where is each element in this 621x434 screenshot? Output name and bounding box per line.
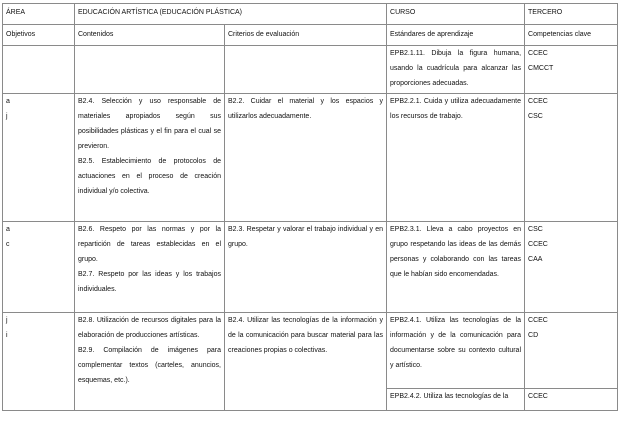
objetivo-code: i	[6, 332, 8, 339]
course-label: CURSO	[387, 4, 525, 25]
contenido-text: B2.9. Compilación de imágenes para complementar textos (carteles, anuncios, esquemas, etc.).	[78, 347, 221, 384]
competencia-code: CCEC	[528, 50, 548, 57]
col-criterios: Criterios de evaluación	[225, 25, 387, 46]
estandar-text: EPB2.2.1. Cuida y utiliza adecuadamente los recursos de trabajo.	[390, 98, 522, 120]
objetivo-code: j	[6, 317, 8, 324]
contenido-text: B2.4. Selección y uso responsable de materiales apropiados según sus posibilidades plásticas y el fin para el cual se previeron.	[78, 98, 221, 150]
contenidos-cell	[75, 94, 225, 222]
estandar-text: EPB2.1.11. Dibuja la figura humana, usando la cuadrícula para alcanzar las proporciones adecuadas.	[390, 50, 522, 87]
curriculum-table	[2, 3, 618, 411]
estandares-cell	[387, 313, 525, 389]
table-row	[3, 94, 618, 222]
competencias-cell	[525, 389, 618, 411]
course-value: TERCERO	[525, 4, 618, 25]
subject-title: EDUCACIÓN ARTÍSTICA (EDUCACIÓN PLÁSTICA)	[75, 4, 387, 25]
competencia-code: CSC	[528, 226, 543, 233]
estandar-text: EPB2.4.2. Utiliza las tecnologías de la	[390, 393, 509, 400]
objetivos-cell	[3, 222, 75, 313]
objetivos-cell	[3, 46, 75, 94]
criterios-cell	[225, 94, 387, 222]
column-header-row	[3, 25, 618, 46]
competencia-code: CCEC	[528, 241, 548, 248]
objetivos-cell	[3, 94, 75, 222]
table-row	[3, 46, 618, 94]
criterio-text: B2.4. Utilizar las tecnologías de la información y de la comunicación para buscar material para las creaciones propias o colectivas.	[228, 317, 384, 354]
col-competencias: Competencias clave	[525, 25, 618, 46]
competencia-code: CAA	[528, 256, 543, 263]
criterio-text: B2.3. Respetar y valorar el trabajo individual y en grupo.	[228, 226, 384, 248]
competencias-cell	[525, 222, 618, 313]
estandar-text: EPB2.3.1. Lleva a cabo proyectos en grupo respetando las ideas de las demás personas y colaborando con las tareas que le habían sido encomendadas.	[390, 226, 522, 278]
contenido-text: B2.6. Respeto por las normas y por la repartición de tareas establecidas en el grupo.	[78, 226, 221, 263]
competencia-code: CCEC	[528, 98, 548, 105]
estandares-cell	[387, 389, 525, 411]
area-label: ÁREA	[3, 4, 75, 25]
estandares-cell	[387, 94, 525, 222]
header-row	[3, 4, 618, 25]
contenido-text: B2.8. Utilización de recursos digitales para la elaboración de producciones artísticas.	[78, 317, 221, 339]
col-estandares: Estándares de aprendizaje	[387, 25, 525, 46]
competencia-code: CD	[528, 332, 539, 339]
col-contenidos: Contenidos	[75, 25, 225, 46]
contenidos-cell	[75, 46, 225, 94]
competencia-code: CCEC	[528, 317, 548, 324]
criterios-cell	[225, 313, 387, 411]
col-objetivos: Objetivos	[3, 25, 75, 46]
competencias-cell	[525, 46, 618, 94]
objetivo-code: c	[6, 241, 10, 248]
competencias-cell	[525, 94, 618, 222]
competencia-code: CCEC	[528, 393, 548, 400]
objetivos-cell	[3, 313, 75, 411]
contenido-text: B2.7. Respeto por las ideas y los trabajos individuales.	[78, 271, 221, 293]
criterios-cell	[225, 46, 387, 94]
contenidos-cell	[75, 222, 225, 313]
objetivo-code: a	[6, 98, 10, 105]
contenido-text: B2.5. Establecimiento de protocolos de actuaciones en el proceso de creación individual y/o colectiva.	[78, 158, 221, 195]
competencia-code: CMCCT	[528, 65, 554, 72]
objetivo-code: j	[6, 113, 8, 120]
estandares-cell	[387, 222, 525, 313]
contenidos-cell	[75, 313, 225, 411]
estandar-text: EPB2.4.1. Utiliza las tecnologías de la información y de la comunicación para documentarse sobre su contexto cultural y artístico.	[390, 317, 522, 369]
table-row	[3, 222, 618, 313]
criterios-cell	[225, 222, 387, 313]
competencia-code: CSC	[528, 113, 543, 120]
table-row	[3, 313, 618, 389]
estandares-cell	[387, 46, 525, 94]
criterio-text: B2.2. Cuidar el material y los espacios y utilizarlos adecuadamente.	[228, 98, 384, 120]
objetivo-code: a	[6, 226, 10, 233]
competencias-cell	[525, 313, 618, 389]
